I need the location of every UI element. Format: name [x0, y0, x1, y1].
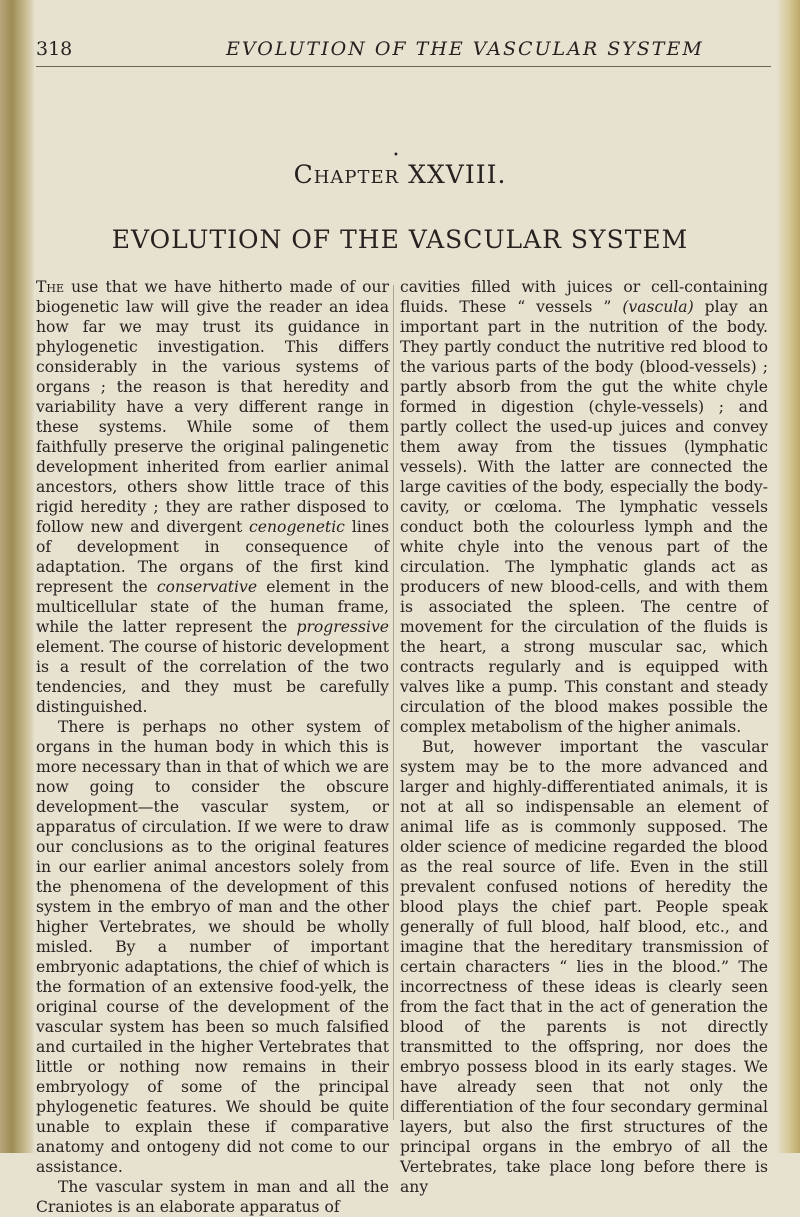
chapter-label: Chapter XXVIII. [293, 160, 507, 189]
paragraph: But, however important the vascular system may be to the more advanced and larger and highly-differentiated animals, it is not at all so indispensable an element of animal life as is commonly supposed. The older science of medicine regarded the blood as the real source of life. Even in the still prevalent confused notions of heredity the blood plays the chief part. People speak generally of full blood, half blood, etc., and imagine that the hereditary transmission of certain characters “ lies in the blood.” The incorrectness of these ideas is clearly seen from the fact that in the act of generation the blood of the parents is not directly transmitted to the offspring, nor does the embryo possess blood in its early stages. We have already seen that not only the differentiation of the four secondary germinal layers, but also the first structures of the principal organs in the embryo of all the Vertebrates, take place long before there is any [400, 738, 768, 1196]
paragraph [36, 277, 389, 717]
text-run: play an important part in the nutrition of the body. They partly conduct the nutritive red blood to the various parts of the body (blood-vessels) ; partly absorb from the gut the white chyle formed in digestion (chyle-vessels) ; and partly collect the used-up juices and convey them away from the tissues (lymphatic vessels). With the latter are connected the large cavities of the body, especially the body-cavity, or cœloma. The lymphatic vessels conduct both the colourless lymph and the white chyle into the venous part of the circulation. The lymphatic glands act as producers of new blood-cells, and with them is associated the spleen. The centre of movement for the circulation of the fluids is the heart, a strong muscular sac, which contracts regularly and is equipped with valves like a pump. This constant and steady circulation of the blood makes possible the complex metabolism of the higher animals. [400, 298, 768, 736]
emphasis: progressive [296, 618, 389, 636]
running-title: EVOLUTION OF THE VASCULAR SYSTEM [226, 38, 704, 60]
text-run: cavities filled with juices or cell-containing fluids. These “ vessels ” [400, 278, 768, 316]
chapter-title: EVOLUTION OF THE VASCULAR SYSTEM [111, 225, 689, 254]
lead-word: The [36, 278, 65, 296]
ornament-mark: • [393, 150, 399, 161]
text-run: use that we have hitherto made of our biogenetic law will give the reader an idea how far we may trust its guidance in phylogenetic investigation. This differs considerably in the various systems of organs ; the reason is that heredity and variability have a very different range in these systems. While some of them faithfully preserve the original palingenetic development inherited from earlier animal ancestors, others show little trace of this rigid heredity ; they are rather disposed to follow new and divergent [36, 278, 389, 536]
emphasis: (vascula) [622, 298, 694, 316]
right-column [400, 277, 768, 1197]
paragraph: The vascular system in man and all the Craniotes is an elaborate apparatus of [36, 1178, 389, 1216]
header-rule [36, 66, 771, 67]
text-run: element. The course of historic development is a result of the correlation of the two tendencies, and they must be carefully distinguished. [36, 638, 389, 716]
column-separator [393, 285, 394, 1120]
running-head [36, 38, 764, 68]
emphasis: cenogenetic [249, 518, 345, 536]
paragraph [400, 277, 768, 737]
left-column [36, 277, 389, 1217]
paragraph: There is perhaps no other system of organs in the human body in which this is more necessary than in that of which we are now going to consider the obscure development—the vascular system, or apparatus of circulation. If we were to draw our conclusions as to the original features in our earlier animal ancestors solely from the phenomena of the development of this system in the embryo of man and the other higher Vertebrates, we should be wholly misled. By a number of important embryonic adaptations, the chief of which is the formation of an extensive food-yelk, the original course of the development of the vascular system has been so much falsified and curtailed in the higher Vertebrates that little or nothing now remains in their embryology of some of the principal phylogenetic features. We should be quite unable to explain these if comparative anatomy and ontogeny did not come to our assistance. [36, 718, 389, 1176]
text-run: lines of development in consequence of adaptation. The organs of the first kind represent the [36, 518, 389, 596]
emphasis: conservative [156, 578, 258, 596]
page-number: 318 [36, 38, 73, 60]
text-run: element in the multicellular state of the human frame, while the latter represent the [36, 578, 389, 636]
